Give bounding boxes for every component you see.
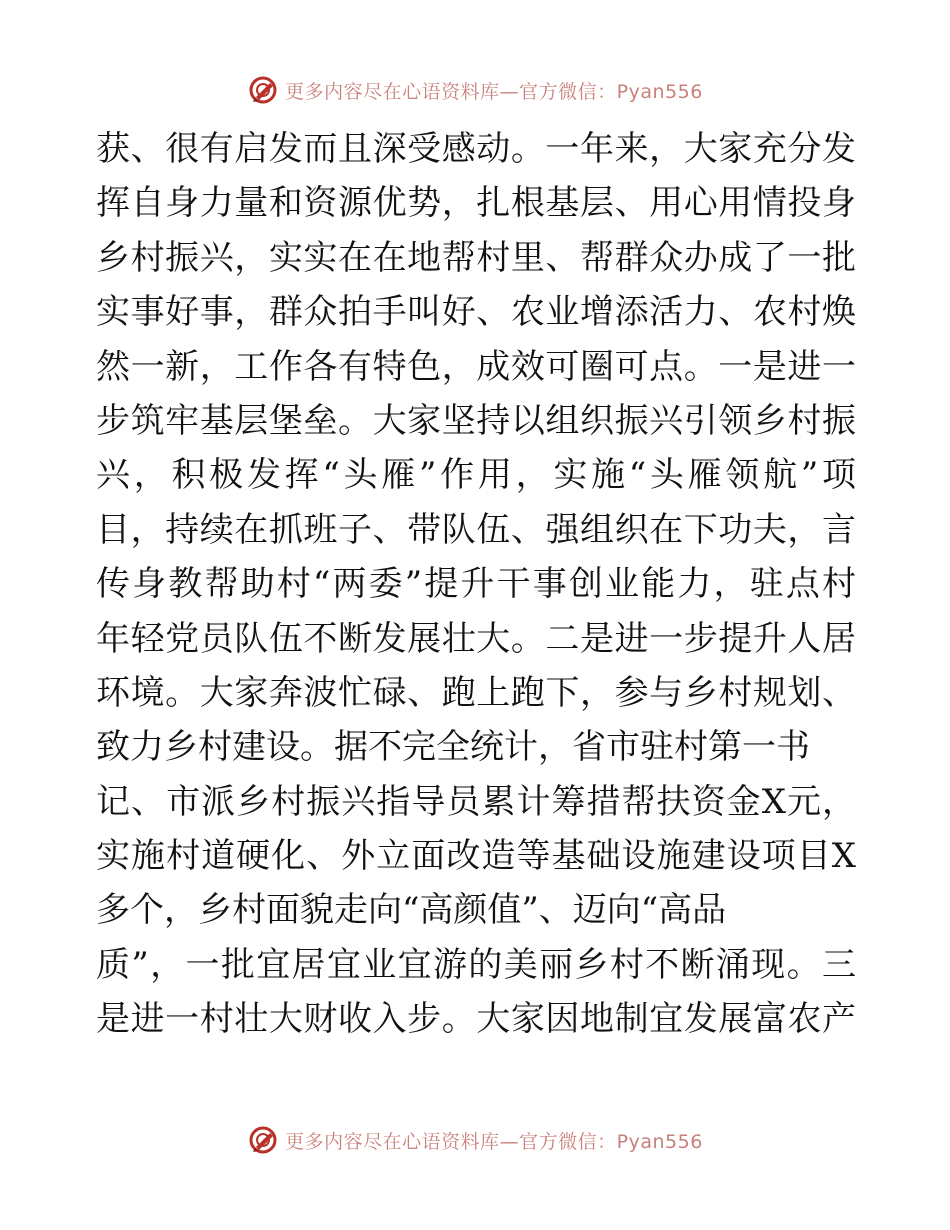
body-line: 目，持续在抓班子、带队伍、强组织在下功夫，言 <box>96 509 856 550</box>
body-line: 多个，乡村面貌走向“高颜值”、迈向“高品 <box>96 890 727 931</box>
body-line: 记、市派乡村振兴指导员累计筹措帮扶资金X元， <box>96 781 856 822</box>
pen-circle-logo <box>247 74 279 106</box>
body-line: 获、很有启发而且深受感动。一年来，大家充分发 <box>96 129 856 169</box>
body-line: 步筑牢基层堡垒。大家坚持以组织振兴引领乡村振 <box>96 400 856 441</box>
body-line: 质”，一批宜居宜业宜游的美丽乡村不断涌现。三 <box>96 944 856 985</box>
body-line: 致力乡村建设。据不完全统计，省市驻村第一书 <box>96 727 810 768</box>
body-line: 兴，积极发挥“头雁”作用，实施“头雁领航”项 <box>96 455 856 496</box>
body-line: 然一新，工作各有特色，成效可圈可点。一是进一 <box>96 346 856 387</box>
body-line: 年轻党员队伍不断发展壮大。二是进一步提升人居 <box>96 618 856 659</box>
header-banner <box>0 70 950 110</box>
body-line: 乡村振兴，实实在在地帮村里、帮群众办成了一批 <box>96 237 856 278</box>
body-line: 环境。大家奔波忙碌、跑上跑下，参与乡村规划、 <box>96 672 856 713</box>
body-line: 传身教帮助村“两委”提升干事创业能力，驻点村 <box>96 564 856 605</box>
body-line: 实施村道硬化、外立面改造等基础设施建设项目X <box>96 836 856 877</box>
pen-circle-logo <box>247 1124 279 1156</box>
header-banner-text: 更多内容尽在心语资料库—官方微信：Pyan556 <box>285 80 703 103</box>
document-body <box>96 122 856 1047</box>
body-line: 是进一村壮大财收入步。大家因地制宜发展富农产 <box>96 999 856 1040</box>
footer-banner-text: 更多内容尽在心语资料库—官方微信：Pyan556 <box>285 1130 703 1153</box>
footer-banner <box>0 1120 950 1160</box>
body-line: 实事好事，群众拍手叫好、农业增添活力、农村焕 <box>96 292 856 333</box>
body-line: 挥自身力量和资源优势，扎根基层、用心用情投身 <box>96 183 856 224</box>
